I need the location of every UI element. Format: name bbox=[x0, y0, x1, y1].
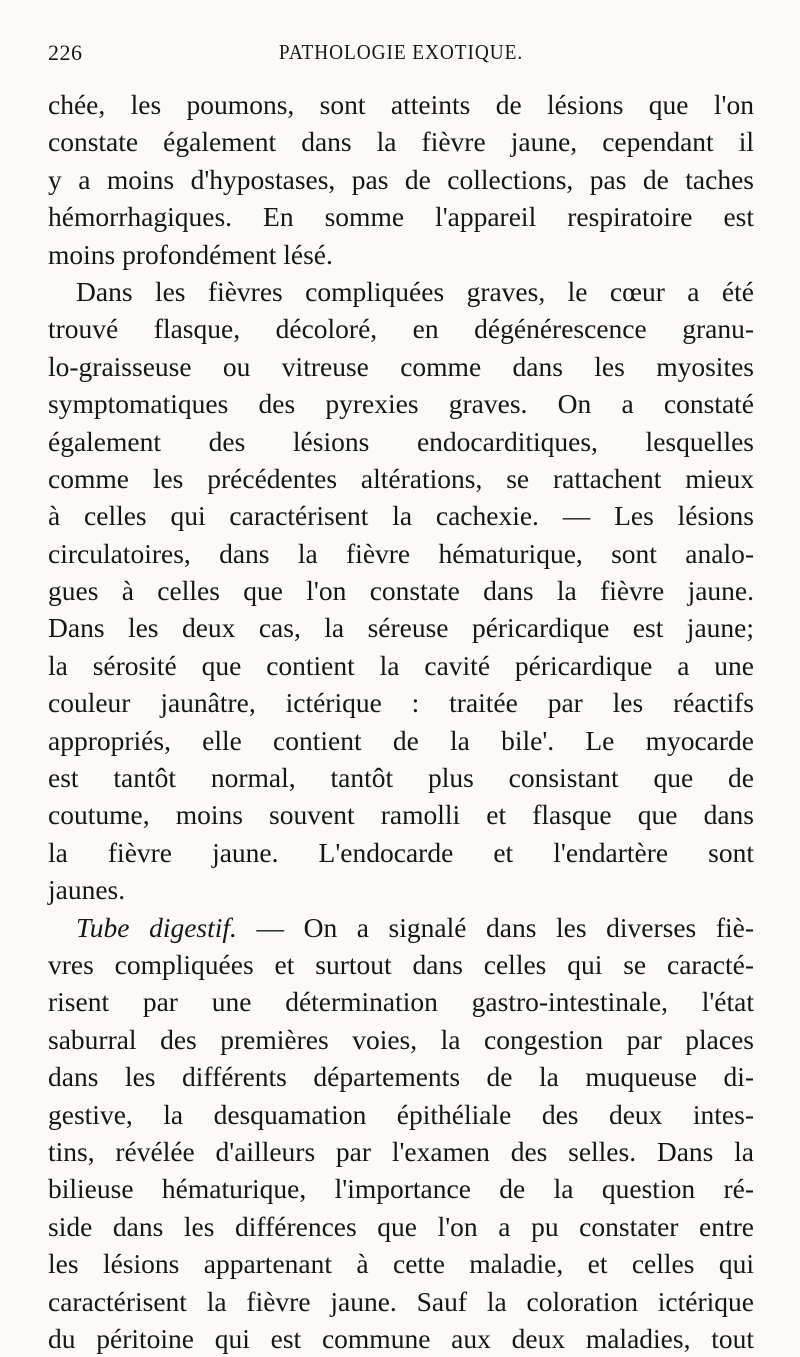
text-line: coutume, moins souvent ramolli et flasque que dans bbox=[48, 799, 754, 831]
text-line: dans les différents départements de la muqueuse di- bbox=[48, 1061, 754, 1093]
text-line: saburral des premières voies, la congestion par places bbox=[48, 1023, 754, 1055]
text-line: Dans les fièvres compliquées graves, le cœur a été bbox=[76, 275, 754, 307]
page-number: 226 bbox=[48, 40, 83, 65]
paragraph bbox=[48, 86, 754, 273]
text-line: appropriés, elle contient de la bile'. Le myocarde bbox=[48, 724, 754, 756]
text-line: bilieuse hématurique, l'importance de la question ré- bbox=[48, 1173, 754, 1205]
text-line: caractérisent la fièvre jaune. Sauf la coloration ictérique bbox=[48, 1285, 754, 1317]
text-line: risent par une détermination gastro-intestinale, l'état bbox=[48, 986, 754, 1018]
text-line: trouvé flasque, décoloré, en dégénérescence granu- bbox=[48, 313, 754, 345]
text-line: du péritoine qui est commune aux deux maladies, tout bbox=[48, 1322, 754, 1354]
text-line: moins profondément lésé. bbox=[48, 238, 333, 270]
text-line: également des lésions endocarditiques, lesquelles bbox=[48, 425, 754, 457]
text-line: circulatoires, dans la fièvre hématurique, sont analo- bbox=[48, 537, 754, 569]
text-line: comme les précédentes altérations, se rattachent mieux bbox=[48, 462, 754, 494]
body-text bbox=[48, 86, 754, 1357]
paragraph bbox=[48, 909, 754, 1357]
paragraph bbox=[48, 273, 754, 909]
text-line: à celles qui caractérisent la cachexie. — Les lésions bbox=[48, 500, 754, 532]
text-line: tins, révélée d'ailleurs par l'examen des selles. Dans la bbox=[48, 1135, 754, 1167]
text-line: gestive, la desquamation épithéliale des deux intes- bbox=[48, 1098, 754, 1130]
text-line bbox=[48, 909, 754, 946]
running-title: PATHOLOGIE EXOTIQUE. bbox=[278, 40, 524, 64]
text-line: est tantôt normal, tantôt plus consistant que de bbox=[48, 762, 754, 794]
text-line: lo-graisseuse ou vitreuse comme dans les myosites bbox=[48, 350, 754, 382]
text-line: symptomatiques des pyrexies graves. On a constaté bbox=[48, 388, 754, 420]
text-line: side dans les différences que l'on a pu constater entre bbox=[48, 1210, 754, 1242]
text-line: chée, les poumons, sont atteints de lésions que l'on bbox=[48, 89, 754, 120]
text-line: la fièvre jaune. L'endocarde et l'endartère sont bbox=[48, 836, 754, 868]
text-line: gues à celles que l'on constate dans la fièvre jaune. bbox=[48, 575, 754, 607]
text-line: jaunes. bbox=[48, 874, 126, 906]
running-head bbox=[48, 38, 754, 86]
text-line: couleur jaunâtre, ictérique : traitée par les réactifs bbox=[48, 687, 754, 719]
heading-continuation: — On a signalé dans les diverses fiè- bbox=[236, 911, 755, 943]
text-line: hémorrhagiques. En somme l'appareil respiratoire est bbox=[48, 201, 754, 233]
section-heading: Tube digestif. bbox=[76, 911, 237, 943]
text-line: constate également dans la fièvre jaune, cependant il bbox=[48, 126, 754, 158]
text-line: la sérosité que contient la cavité péricardique a une bbox=[48, 649, 754, 681]
text-line: y a moins d'hypostases, pas de collections, pas de taches bbox=[48, 163, 754, 195]
text-line: les lésions appartenant à cette maladie, et celles qui bbox=[48, 1248, 754, 1280]
text-line: vres compliquées et surtout dans celles qui se caracté- bbox=[48, 948, 754, 980]
text-line: Dans les deux cas, la séreuse péricardique est jaune; bbox=[48, 612, 754, 644]
